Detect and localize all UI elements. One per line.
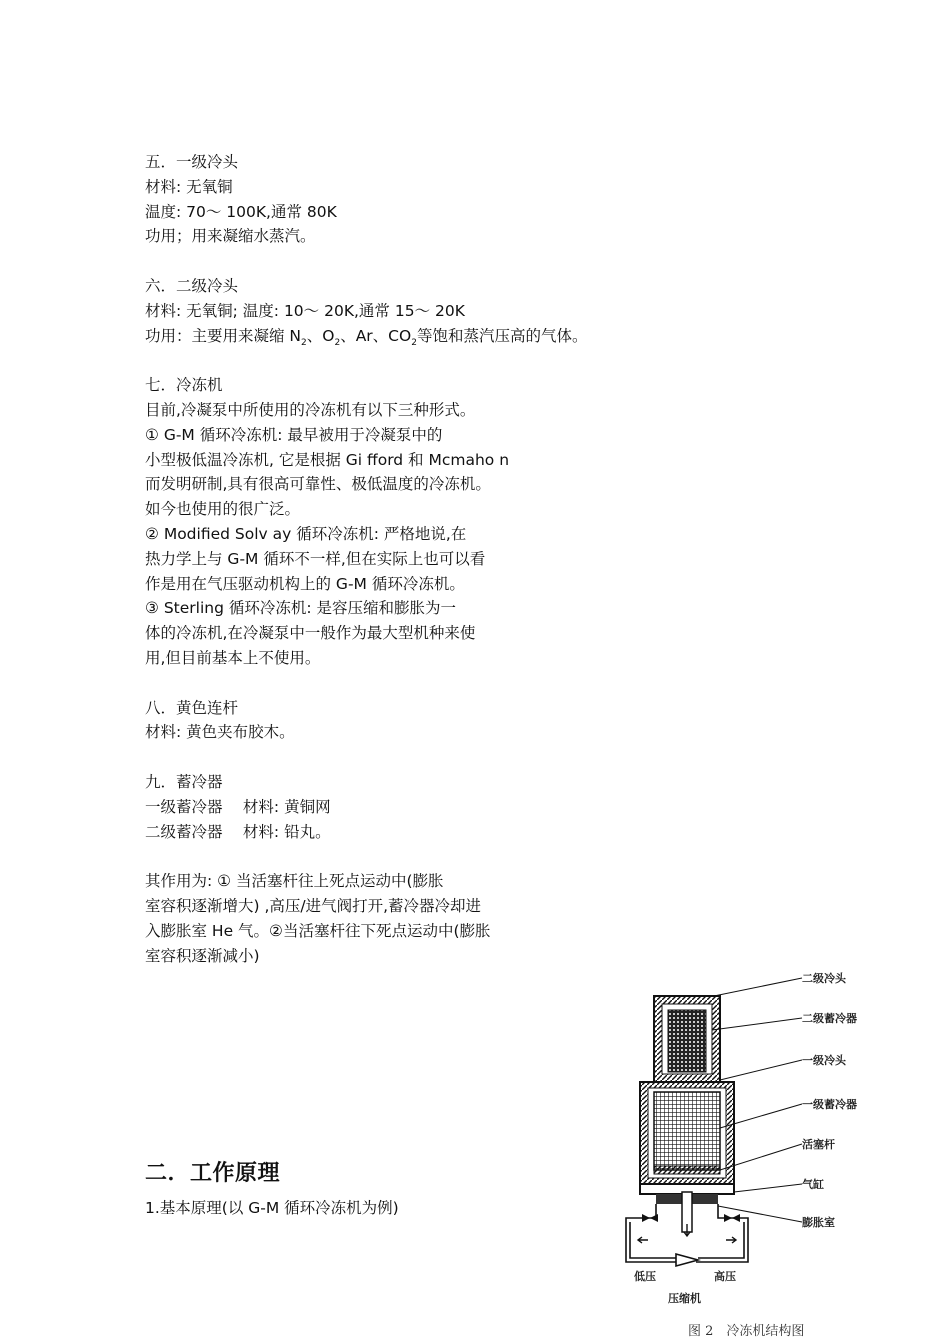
cryocooler-diagram — [612, 960, 892, 1340]
paragraph-line: 入膨胀室 He 气。②当活塞杆往下死点运动中(膨胀 — [145, 921, 491, 940]
paragraph-line: ③ Sterling 循环冷冻机: 是容压缩和膨胀为一 — [145, 599, 457, 618]
label-cylinder: 气缸 — [802, 1178, 824, 1191]
section-5-temperature: 温度: 70～ 100K,通常 80K — [145, 202, 337, 221]
paragraph-line: 目前,冷凝泵中所使用的冷冻机有以下三种形式。 — [145, 400, 476, 419]
paragraph-line: 热力学上与 G-M 循环不一样,但在实际上也可以看 — [145, 549, 486, 568]
section-2-heading: 二．工作原理 — [145, 1161, 281, 1186]
figure-caption: 图 2 冷冻机结构图 — [688, 1324, 805, 1339]
section-5-material: 材料: 无氧铜 — [145, 177, 233, 196]
arrow-icon — [638, 1224, 736, 1243]
regenerator-line: 一级蓄冷器 材料: 黄铜网 — [145, 797, 331, 816]
compressor-icon — [676, 1254, 698, 1266]
paragraph-line: 室容积逐渐增大) ,高压/进气阀打开,蓄冷器冷却进 — [145, 896, 482, 915]
section-heading-7: 七．冷冻机 — [145, 376, 223, 395]
section-heading-9: 九．蓄冷器 — [145, 772, 223, 791]
body-text — [145, 150, 665, 968]
regenerator-line: 二级蓄冷器 材料: 铅丸。 — [145, 822, 331, 841]
label-first-stage-cold-head: 一级冷头 — [802, 1054, 846, 1067]
paragraph-line: 作是用在气压驱动机构上的 G-M 循环冷冻机。 — [145, 574, 465, 593]
cylinder-outline — [640, 996, 734, 1232]
label-expansion-chamber: 膨胀室 — [802, 1216, 835, 1229]
paragraph-line: ① G-M 循环冷冻机: 最早被用于冷凝泵中的 — [145, 425, 443, 444]
paragraph-line: 如今也使用的很广泛。 — [145, 500, 301, 519]
section-8-material: 材料: 黄色夹布胶木。 — [145, 723, 295, 742]
paragraph-line: 其作用为: ① 当活塞杆往上死点运动中(膨胀 — [145, 872, 444, 891]
paragraph-line: 而发明研制,具有很高可靠性、极低温度的冷冻机。 — [145, 475, 491, 494]
section-6-function: 功用：主要用来凝缩 $N_2$、$O_2$、Ar、$CO_2$等饱和蒸汽压高的气体。 — [145, 326, 588, 348]
section-6-material-temperature: 材料: 无氧铜; 温度: 10～ 20K,通常 15～ 20K — [145, 301, 465, 320]
label-first-stage-regenerator: 一级蓄冷器 — [802, 1098, 857, 1111]
label-compressor: 压缩机 — [668, 1292, 701, 1305]
section-heading-5: 五．一级冷头 — [145, 153, 239, 171]
paragraph-line: 小型极低温冷冻机, 它是根据 Gi fford 和 Mcmaho n — [145, 450, 510, 469]
label-low-pressure: 低压 — [634, 1270, 656, 1283]
label-high-pressure: 高压 — [714, 1270, 736, 1283]
section-heading-6: 六．二级冷头 — [145, 276, 239, 295]
label-piston-rod: 活塞杆 — [802, 1138, 835, 1151]
paragraph-line: 室容积逐渐减小) — [145, 946, 260, 965]
paragraph-line: ② Modified Solv ay 循环冷冻机: 严格地说,在 — [145, 524, 467, 543]
paragraph-line: 体的冷冻机,在冷凝泵中一般作为最大型机种来使 — [145, 624, 476, 643]
label-second-stage-cold-head: 二级冷头 — [802, 972, 846, 985]
section-heading-8: 八．黄色连杆 — [145, 698, 239, 717]
section-2-subheading: 1.基本原理(以 G-M 循环冷冻机为例) — [145, 1199, 399, 1217]
section-5-function: 功用；用来凝缩水蒸汽。 — [145, 227, 316, 246]
label-second-stage-regenerator: 二级蓄冷器 — [802, 1012, 857, 1025]
paragraph-line: 用,但目前基本上不使用。 — [145, 648, 321, 667]
